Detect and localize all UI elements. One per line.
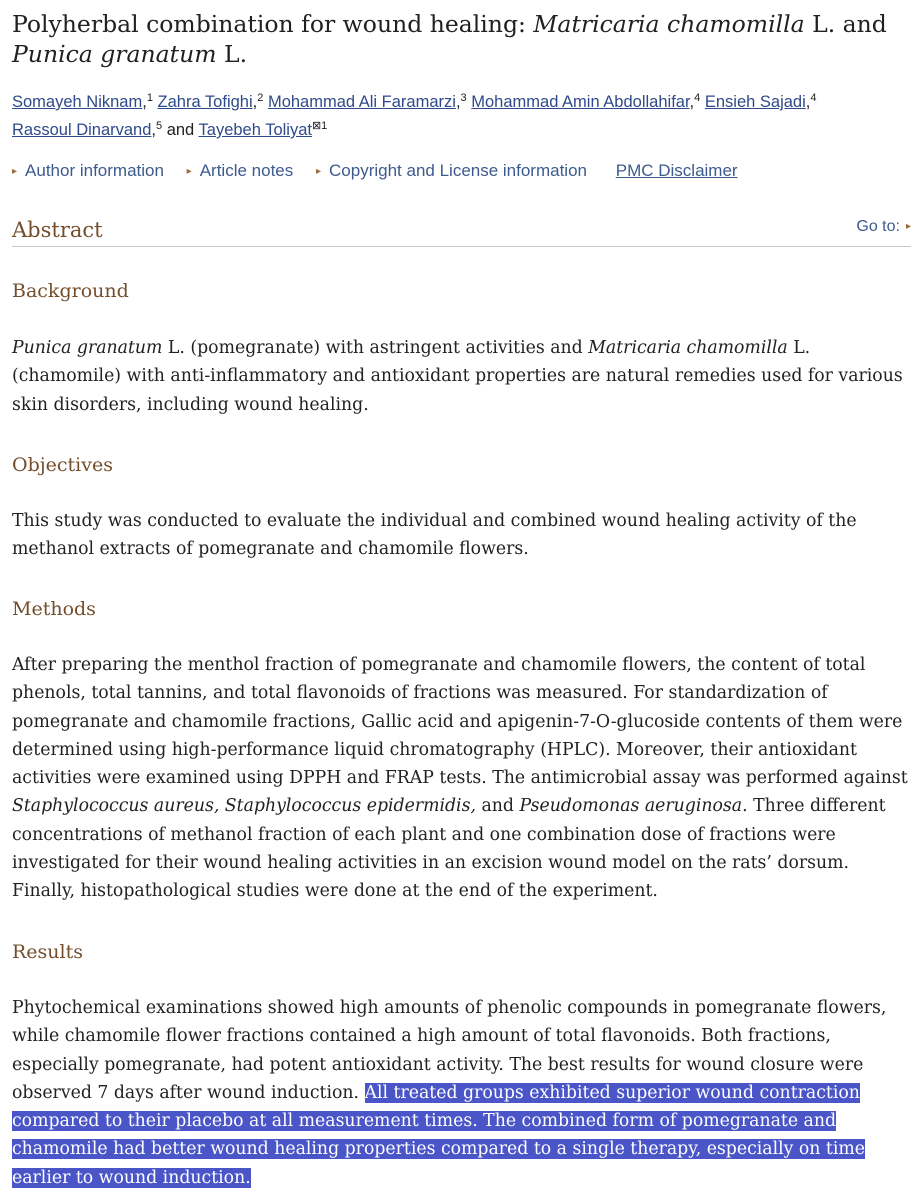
author-list: Somayeh Niknam,$^1$ Zahra Tofighi,$^2$ Mohammad Ali Faramarzi,$^3$ Mohammad Amin Abdollahifar,$^4$ Ensieh Sajadi,$^4$ Rassoul Dinarvand,$^5$ and Tayebeh Toliyat$^{⊠1}$	[12, 92, 817, 139]
italic-species: Staphylococcus aureus, Staphylococcus epidermidis,	[12, 796, 476, 817]
author-affiliation-sup: ⊠1	[311, 120, 328, 132]
author-link[interactable]: Rassoul Dinarvand	[12, 121, 152, 139]
author-link[interactable]: Zahra Tofighi	[157, 93, 253, 111]
pmc-disclaimer-link[interactable]: PMC Disclaimer	[615, 161, 738, 180]
results-paragraph	[12, 994, 910, 1192]
author-link[interactable]: Ensieh Sajadi	[704, 93, 806, 111]
author-link[interactable]: Tayebeh Toliyat	[198, 121, 312, 139]
goto-menu-button[interactable]	[856, 218, 911, 236]
author-link[interactable]: Mohammad Ali Faramarzi	[267, 93, 456, 111]
article-title	[12, 9, 902, 69]
author-affiliation-sup: 4	[694, 92, 701, 104]
author-information-toggle[interactable]	[12, 161, 164, 180]
expand-triangle-icon: ▸	[315, 166, 322, 177]
copyright-license-label: Copyright and License information	[329, 161, 587, 180]
article-notes-toggle[interactable]	[187, 161, 294, 180]
author-information-label: Author information	[25, 161, 164, 180]
goto-triangle-icon: ▸	[905, 221, 911, 232]
goto-label: Go to:	[856, 218, 900, 235]
italic-species: Matricaria chamomilla	[588, 338, 788, 358]
title-italic-species-1: Matricaria chamomilla	[533, 10, 805, 38]
methods-heading: Methods	[12, 598, 96, 620]
title-text: L. and	[804, 10, 887, 38]
objectives-paragraph: This study was conducted to evaluate the individual and combined wound healing activity of the methanol extracts of pomegranate and chamomile flowers.	[12, 511, 857, 560]
author-link[interactable]: Mohammad Amin Abdollahifar	[471, 93, 690, 111]
author-affiliation-sup: 2	[257, 92, 264, 104]
article-meta-links	[12, 159, 738, 186]
author-affiliation-sup: 1	[146, 92, 153, 104]
author-affiliation-sup: 4	[810, 92, 817, 104]
background-heading: Background	[12, 280, 129, 302]
author-affiliation-sup: 5	[156, 120, 163, 132]
author-separator: and	[162, 121, 199, 139]
article-notes-label: Article notes	[199, 161, 294, 180]
paragraph-text: and	[475, 796, 520, 817]
selected-text-highlight[interactable]: All treated groups exhibited superior wound contraction compared to their placebo at all measurement times. The combined form of pomegranate and chamomile had better wound healing properties compared to a single therapy, especially on time earlier to wound induction.	[12, 1082, 866, 1188]
title-italic-species-2: Punica granatum	[12, 40, 217, 68]
objectives-heading: Objectives	[12, 454, 113, 476]
title-text: Polyherbal combination for wound healing:	[12, 10, 534, 38]
paragraph-text: . Three different concentrations of methanol fraction of each plant and one combination dose of fractions were investigated for their wound healing activities in an excision wound model on the rats’ dorsum. Finally, histopathological studies were done at the end of the experiment.	[12, 796, 886, 902]
paragraph-text: L. (chamomile) with anti-inflammatory and antioxidant properties are natural remedies used for various skin disorders, including wound healing.	[12, 338, 903, 415]
expand-triangle-icon: ▸	[186, 166, 192, 177]
abstract-header	[12, 216, 911, 247]
author-link[interactable]: Somayeh Niknam	[12, 93, 143, 111]
methods-paragraph	[12, 651, 910, 906]
abstract-heading: Abstract	[12, 218, 103, 242]
paragraph-text: Phytochemical examinations showed high amounts of phenolic compounds in pomegranate flowers, while chamomile flower fractions contained a high amount of total flavonoids. Both fractions, especially pomegranate, had potent antioxidant activity. The best results for wound closure were observed 7 days after wound induction.	[12, 998, 887, 1103]
results-heading: Results	[12, 941, 83, 963]
author-affiliation-sup: 3	[460, 92, 467, 104]
paragraph-text: After preparing the menthol fraction of pomegranate and chamomile flowers, the content of total phenols, total tannins, and total flavonoids of fractions was measured. For standardization of pomegranate and chamomile fractions, Gallic acid and apigenin-7-O-glucoside contents of them were determined using high-performance liquid chromatography (HPLC). Moreover, their antioxidant activities were examined using DPPH and FRAP tests. The antimicrobial assay was performed against	[12, 655, 908, 789]
background-paragraph	[12, 334, 910, 419]
title-text: L.	[216, 40, 248, 68]
italic-species: Punica granatum	[12, 338, 163, 358]
copyright-license-toggle[interactable]	[316, 161, 587, 180]
paragraph-text: L. (pomegranate) with astringent activities and	[162, 338, 589, 358]
italic-species: Pseudomonas aeruginosa	[519, 796, 743, 817]
expand-triangle-icon: ▸	[12, 166, 18, 177]
